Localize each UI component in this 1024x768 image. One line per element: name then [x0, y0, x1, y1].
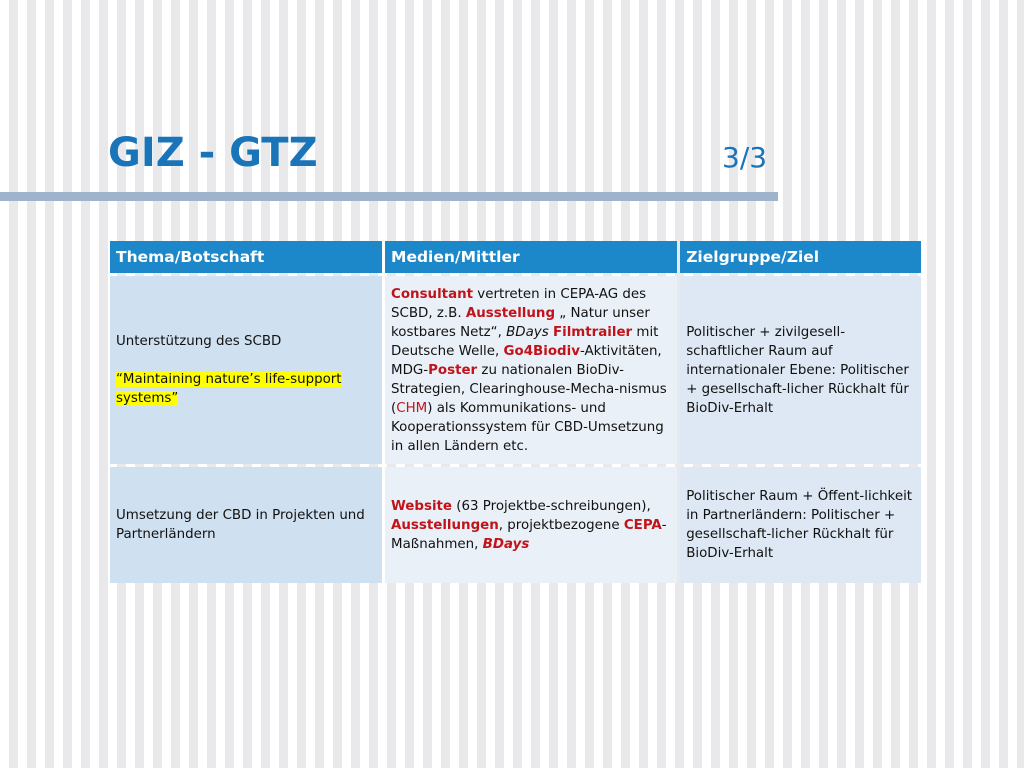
emphasis-ausstellung: Ausstellung [465, 305, 556, 321]
header-zielgruppe: Zielgruppe/Ziel [680, 241, 921, 273]
medien-text: -Aktivitäten, MDG- [391, 343, 662, 378]
emphasis-filmtrailer: Filmtrailer [552, 324, 633, 340]
cell-zielgruppe: Politischer + zivilgesell-schaftlicher Raum auf internationaler Ebene: Politischer + gesellschaft-licher Rückhalt für BioDiv-Erhalt [680, 276, 921, 464]
cell-thema: Umsetzung der CBD in Projekten und Partnerländern [110, 467, 382, 583]
header-medien: Medien/Mittler [385, 241, 677, 273]
slide-title: GIZ - GTZ [108, 130, 318, 176]
emphasis-bdays: BDays [482, 536, 530, 552]
medien-text: -Maßnahmen, [391, 517, 667, 552]
emphasis-ausstellungen: Ausstellungen [391, 517, 499, 533]
content-table [107, 238, 924, 586]
emphasis-poster: Poster [428, 362, 478, 378]
table-row [110, 276, 921, 464]
medien-text: ) als Kommunikations- und Kooperationssystem für CBD-Umsetzung in allen Ländern etc. [391, 400, 664, 454]
medien-text: mit Deutsche Welle, [391, 324, 659, 359]
medien-text: vertreten in CEPA-AG des SCBD, z.B. [391, 286, 647, 321]
emphasis-website: Website [391, 498, 453, 514]
page-number: 3/3 [722, 141, 768, 174]
cell-zielgruppe: Politischer Raum + Öffent-lichkeit in Partnerländern: Politischer + gesellschaft-licher Rückhalt für BioDiv-Erhalt [680, 467, 921, 583]
medien-text: „ Natur unser kostbares Netz“, [391, 305, 650, 340]
cell-medien [385, 467, 677, 583]
thema-text: Unterstützung des SCBD [116, 334, 282, 349]
emphasis-consultant: Consultant [391, 286, 474, 302]
highlighted-quote: “Maintaining nature’s life-support systems” [116, 372, 342, 406]
table-row [110, 467, 921, 583]
title-underline-rule [0, 192, 778, 201]
medien-text: (63 Projektbe-schreibungen), [452, 498, 651, 514]
cell-medien [385, 276, 677, 464]
emphasis-chm: CHM [396, 400, 428, 416]
medien-text: , projektbezogene [498, 517, 624, 533]
medien-text: zu nationalen BioDiv-Strategien, Clearinghouse-Mecha-nismus ( [391, 362, 667, 416]
header-thema: Thema/Botschaft [110, 241, 382, 273]
emphasis-go4biodiv: Go4Biodiv [503, 343, 580, 359]
table-header-row [110, 241, 921, 273]
cell-thema [110, 276, 382, 464]
emphasis-bdays: BDays [506, 324, 549, 340]
emphasis-cepa: CEPA [623, 517, 662, 533]
